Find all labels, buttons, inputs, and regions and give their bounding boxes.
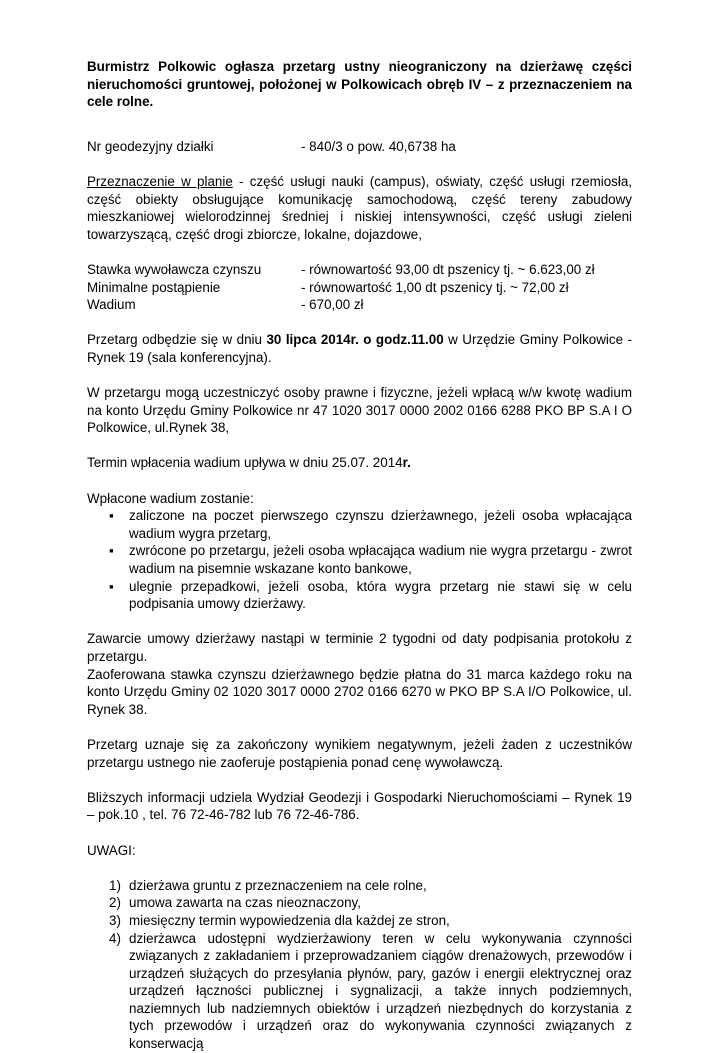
list-item: ▪ ulegnie przepadkowi, jeżeli osoba, która wygra przetarg nie stawi się w celu podpisania umowy dzierżawy. xyxy=(109,578,632,612)
list-item: ▪ zaliczone na poczet pierwszego czynszu dzierżawnego, jeżeli osoba wpłacająca wadium wygra przetarg, xyxy=(109,508,632,541)
parcel-row xyxy=(87,138,632,156)
rate-value: - 670,00 zł xyxy=(301,297,364,313)
rate-value: - równowartość 93,00 dt pszenicy tj. ~ 6.623,00 zł xyxy=(301,261,595,277)
participation-paragraph: W przetargu mogą uczestniczyć osoby prawne i fizyczne, jeżeli wpłacą w/w kwotę wadium na konto Urzędu Gminy Polkowice nr 47 1020 3017 0000 2002 0166 6288 PKO BP S.A I O Polkowice, ul.Rynek 38, xyxy=(87,385,632,436)
rate-row-deposit xyxy=(87,296,632,314)
notes-heading: UWAGI: xyxy=(87,842,136,858)
rate-label: Stawka wywoławcza czynszu xyxy=(87,261,262,277)
parcel-label: Nr geodezyjny działki xyxy=(87,138,214,154)
rate-label: Minimalne postąpienie xyxy=(87,279,221,295)
info-paragraph: Bliższych informacji udziela Wydział Geodezji i Gospodarki Nieruchomościami – Rynek 19 – pok.10 , tel. 76 72-46-782 lub 76 72-46-786. xyxy=(87,789,632,823)
negative-result-paragraph: Przetarg uznaje się za zakończony wynikiem negatywnym, jeżeli żaden z uczestników przetargu ustnego nie zaoferuje postąpienia ponad cenę wywoławczą. xyxy=(87,736,632,770)
rate-value: - równowartość 1,00 dt pszenicy tj. ~ 72,00 zł xyxy=(301,279,569,295)
deadline-text: Termin wpłacenia wadium upływa w dniu 25.07. 2014 xyxy=(87,455,403,471)
list-item: 4) dzierżawca udostępni wydzierżawiony teren w celu wykonywania czynności związanych z zakładaniem i przeprowadzaniem ciągów drenażowych, przewodów i urządzeń służących do przesyłania płynów, pary, gazów i energii elektrycznej oraz urządzeń łączności publicznej i sygnalizacji, a także innych podziemnych, naziemnych lub nadziemnych obiektów i urządzeń niezbędnych do korzystania z tych przewodów i urządzeń oraz do wykonywania czynności związanych z konserwacją xyxy=(109,930,632,1052)
announcement-title: Burmistrz Polkowic ogłasza przetarg ustny nieograniczony na dzierżawę części nieruchomości gruntowej, położonej w Polkowicach obręb IV – z przeznaczeniem na cele rolne. xyxy=(87,59,632,110)
rate-row-starting xyxy=(87,261,632,279)
deposit-list xyxy=(87,507,632,613)
auction-post: w Urzędzie Gminy Polkowice - Rynek 19 (sala konferencyjna). xyxy=(87,332,632,365)
bullet-icon: ▪ xyxy=(109,508,114,524)
list-item: 1) dzierżawa gruntu z przeznaczeniem na cele rolne, xyxy=(109,877,427,893)
parcel-value: - 840/3 o pow. 40,6738 ha xyxy=(301,138,456,154)
list-item: 2) umowa zawarta na czas nieoznaczony, xyxy=(109,895,361,911)
deadline-paragraph xyxy=(87,454,632,472)
rate-label: Wadium xyxy=(87,297,136,313)
bullet-icon: ▪ xyxy=(109,543,114,559)
auction-paragraph xyxy=(87,331,632,366)
list-item: 3) miesięczny termin wypowiedzenia dla każdej ze stron, xyxy=(109,912,450,928)
deposit-intro: Wpłacone wadium zostanie: xyxy=(87,490,254,506)
list-item: ▪ zwrócone po przetargu, jeżeli osoba wpłacająca wadium nie wygra przetargu - zwrot wadium na pisemnie wskazane konto bankowe, xyxy=(109,543,632,577)
purpose-label: Przeznaczenie w planie xyxy=(87,173,233,189)
bullet-icon: ▪ xyxy=(109,578,114,594)
deadline-suffix: r. xyxy=(402,455,411,471)
auction-pre: Przetarg odbędzie się w dniu xyxy=(87,332,267,348)
document-page xyxy=(87,58,632,1053)
payment-paragraph: Zaoferowana stawka czynszu dzierżawnego będzie płatna do 31 marca każdego roku na konto Urzędu Gminy 02 1020 3017 0000 2702 0166 6270 w PKO BP S.A I/O Polkowice, ul. Rynek 38. xyxy=(87,666,632,717)
contract-paragraph: Zawarcie umowy dzierżawy nastąpi w terminie 2 tygodni od daty podpisania protokołu z przetargu. xyxy=(87,631,632,664)
notes-list xyxy=(87,877,632,1053)
auction-date: 30 lipca 2014r. o godz.11.00 xyxy=(266,332,444,348)
purpose-text: - część usługi nauki (campus), oświaty, część usługi rzemiosła, część obiekty obsługujące komunikację samochodową, część tereny zabudowy mieszkaniowej wielorodzinnej średniej i niskiej intensywności, część usługi zieleni towarzyszącą, część drogi zbiorcze, lokalne, dojazdowe, xyxy=(87,173,632,242)
rate-row-minimum xyxy=(87,279,632,297)
purpose-paragraph xyxy=(87,173,632,243)
